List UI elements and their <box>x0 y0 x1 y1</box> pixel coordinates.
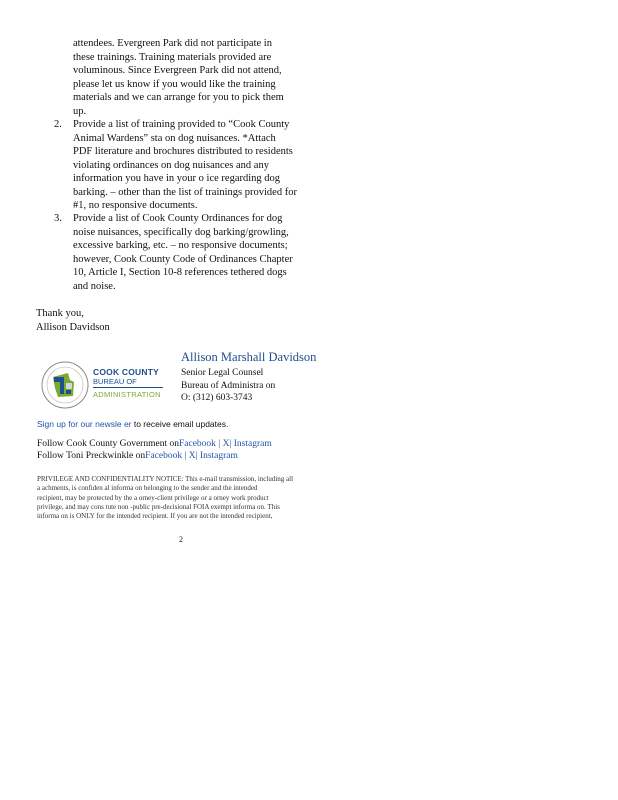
confidentiality-notice <box>37 475 293 521</box>
notice-line: a achments, is confiden al informa on belonging to the sender and the intended <box>37 484 258 493</box>
logo-line-3: ADMINISTRATION <box>93 390 161 399</box>
page-number: 2 <box>179 535 183 544</box>
list-line: attendees. Evergreen Park did not participate in <box>73 38 272 49</box>
notice-line: recipient, may be protected by the a orney-client privilege or a orney work product <box>37 493 269 502</box>
list-item-2 <box>73 118 335 213</box>
closing <box>36 307 110 334</box>
list-line: Animal Wardens” sta on dog nuisances. *Attach <box>73 132 276 144</box>
logo-text <box>93 367 163 399</box>
notice-line: PRIVILEGE AND CONFIDENTIALITY NOTICE: This e-mail transmission, including all <box>37 475 294 483</box>
list-number-2: 2. <box>54 119 62 130</box>
list-line: up. <box>73 105 87 117</box>
list-line: violating ordinances on dog nuisances and any <box>73 159 269 171</box>
list-line: barking. – other than the list of trainings provided for <box>73 186 297 198</box>
notice-line: privilege, and may cons tute non -public pre-decisional FOIA exempt informa on. This <box>37 502 280 511</box>
instagram-link[interactable]: Instagram <box>199 451 238 461</box>
signature-phone: O: (312) 603-3743 <box>181 393 253 403</box>
separator: | <box>182 451 189 461</box>
follow-toni <box>37 450 238 462</box>
signature-department: Bureau of Administra on <box>181 380 276 391</box>
list-line: PDF literature and brochures distributed to residents <box>73 146 293 157</box>
closing-name: Allison Davidson <box>36 321 110 333</box>
logo-line-1: COOK COUNTY <box>93 367 159 377</box>
list-line: please let us know if you would like the training <box>73 78 276 90</box>
instagram-link[interactable]: Instagram <box>233 439 272 449</box>
follow-toni-prefix: Follow Toni Preckwinkle on <box>37 451 146 461</box>
logo-divider <box>93 387 163 388</box>
list-line: these trainings. Training materials provided are <box>73 51 272 63</box>
signature-title: Senior Legal Counsel <box>181 368 264 378</box>
list-line: materials and we can arrange for you to pick them <box>73 92 284 103</box>
follow-government-prefix: Follow Cook County Government on <box>37 439 179 449</box>
list-line: excessive barking, etc. – no responsive documents; <box>73 240 288 251</box>
list-number-3: 3. <box>54 213 62 224</box>
list-line: voluminous. Since Evergreen Park did not attend, <box>73 65 282 76</box>
x-link[interactable]: X <box>188 451 196 461</box>
list-line: however, Cook County Code of Ordinances Chapter <box>73 253 293 265</box>
list-line: information you have in your o ice regarding dog <box>73 173 281 184</box>
notice-line: informa on is ONLY for the intended recipient. If you are not the intended recipient, <box>37 512 273 521</box>
list-line: Provide a list of training provided to “Cook County <box>73 119 290 130</box>
list-line: Provide a list of Cook County Ordinances for dog <box>73 213 283 224</box>
list-line: #1, no responsive documents. <box>73 200 198 211</box>
newsletter-signup-link[interactable]: Sign up for our newsle er <box>37 419 132 429</box>
separator: | <box>195 451 200 461</box>
signature-block <box>181 350 316 405</box>
closing-thanks: Thank you, <box>36 308 84 319</box>
separator: | <box>229 439 234 449</box>
facebook-link[interactable]: Facebook <box>145 451 183 461</box>
separator: | <box>215 439 223 449</box>
county-seal-icon <box>40 360 90 410</box>
follow-government <box>37 438 272 450</box>
list-line: noise nuisances, specifically dog barking/growling, <box>73 226 289 238</box>
list-line: and noise. <box>73 280 116 292</box>
list-item-1-continuation <box>73 37 335 118</box>
x-link[interactable]: X <box>222 439 230 449</box>
newsletter-suffix: to receive email updates. <box>131 419 229 429</box>
newsletter-line <box>37 419 228 429</box>
list-item-3 <box>73 212 335 293</box>
facebook-link[interactable]: Facebook <box>178 439 216 449</box>
cook-county-logo <box>40 360 175 410</box>
logo-line-2: BUREAU OF <box>93 377 137 386</box>
signature-name: Allison Marshall Davidson <box>181 350 317 364</box>
list-line: 10, Article I, Section 10-8 references tethered dogs <box>73 267 287 278</box>
